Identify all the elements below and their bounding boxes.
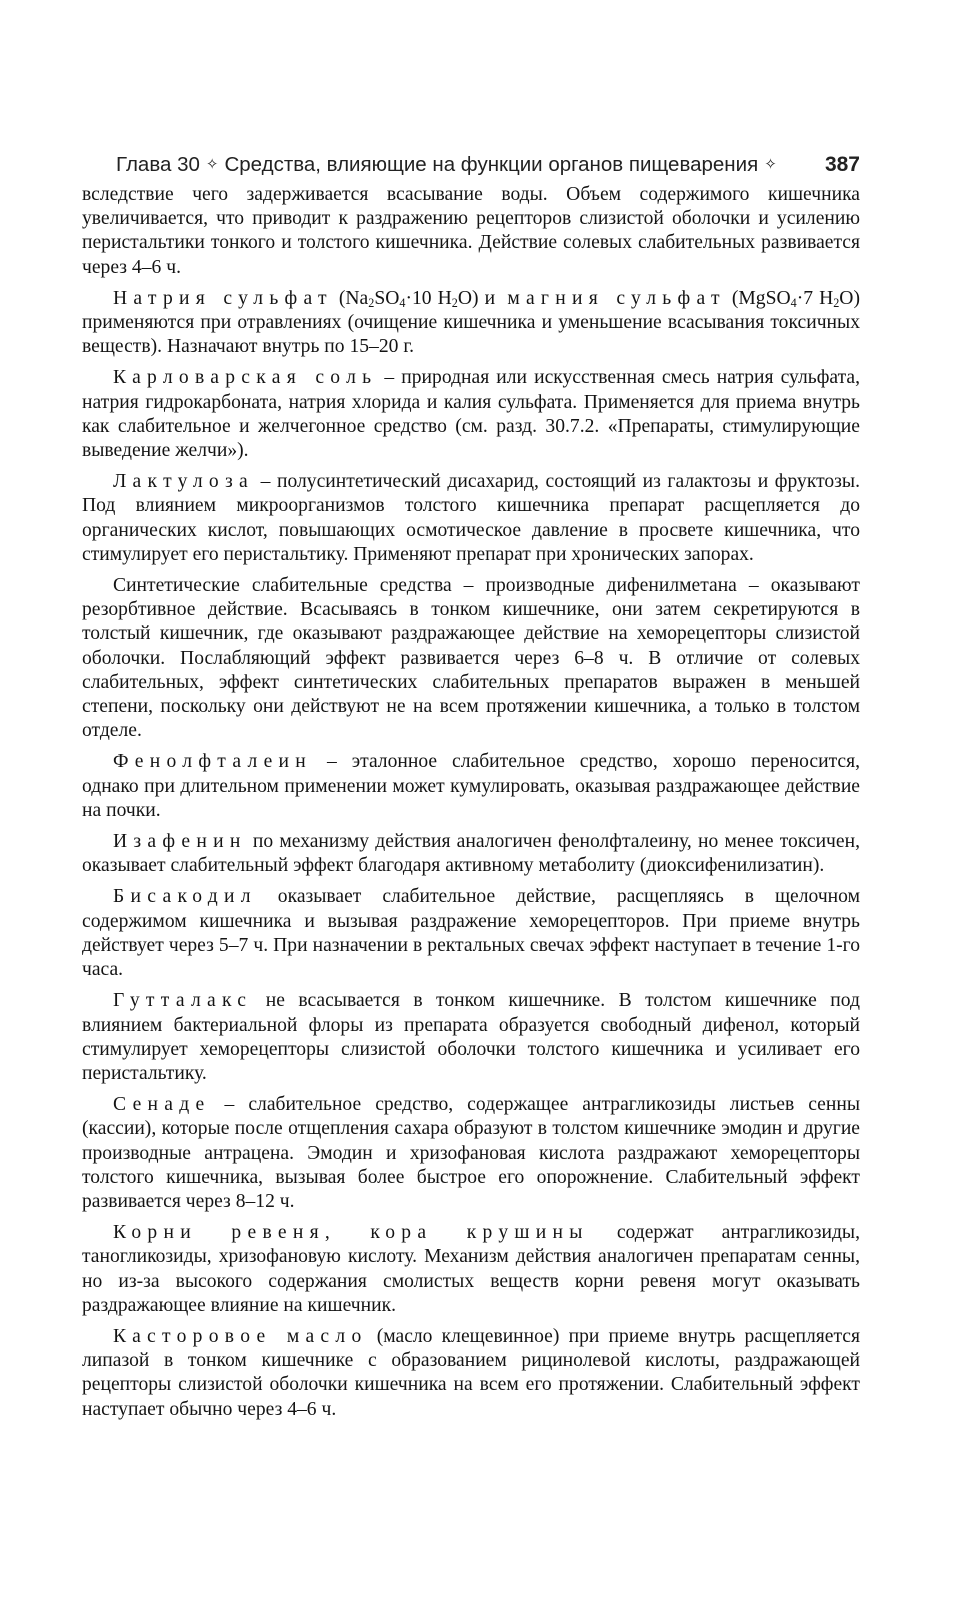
paragraph-synthetic-laxatives: Синтетические слабительные средства – производные дифенилметана – оказывают резорбтивное действие. Всасываясь в тонком кишечнике, они затем секретируются в толстый кишечник, где оказывают раздражающее действие на хеморецепторы слизистой оболочки. Послабляющий эффект развивается через 6–8 ч. В отличие от солевых слабительных, эффект синтетических слабительных препаратов выражен в меньшей степени, поскольку они действуют не на всем протяжении кишечника, а только в толстом отделе. [82,575,860,742]
book-page [82,150,860,1429]
paragraph-castor-oil [82,1325,860,1422]
paragraph-lactulose [82,470,860,567]
paragraph-phenolphthalein [82,750,860,823]
drug-term: Касторовое масло [113,1325,368,1347]
paragraph-text: – слабительное средство, содержащее антрагликозиды листьев сенны (кассии), которые после отщепления сахара образуют в толстом кишечнике эмодин и другие производные антрацена. Эмодин и хризофановая кислота раздражают хеморецепторы толстого кишечника, вызывая более быстрое его опорожнение. Слабительный эффект развивается через 8–12 ч. [82,1094,860,1212]
paragraph-text: – эталонное слабительное средство, хорошо переносится, однако при длительном применении может кумулировать, оказывая раздражающее действие на почки. [82,751,860,821]
chapter-title: Средства, влияющие на функции органов пищеварения [224,153,759,176]
diamond-separator-icon: ✧ [205,156,219,173]
paragraph-karlovy-vary-salt [82,366,860,463]
drug-term: Карловарская соль [113,367,378,389]
drug-term: Лактулоза [113,471,254,493]
paragraph-rhubarb-buckthorn [82,1221,860,1318]
paragraph-sodium-magnesium-sulfate [82,287,860,360]
drug-term: Корни ревеня, кора крушины [113,1222,589,1244]
chapter-label: Глава 30 [116,153,200,176]
chemical-formula: ($Na_2SO_4\cdot 10$ $H_2O$) [338,287,479,310]
drug-term: Натрия сульфат [113,287,333,309]
conjunction: и [484,287,502,309]
paragraph-text: не всасывается в тонком кишечнике. В толстом кишечнике под влиянием бактериальной флоры из препарата образуется свободный дифенол, который стимулирует хеморецепторы слизистой оболочки толстого кишечника и усиливает его перистальтику. [82,990,860,1084]
drug-term: Изафенин [113,831,247,853]
paragraph-senade [82,1093,860,1214]
paragraph-guttalax [82,989,860,1086]
paragraph-text: оказывает слабительное действие, расщепляясь в щелочном содержимом кишечника и вызывая раздражение хеморецепторов. При приеме внутрь действует через 5–7 ч. При назначении в ректальных свечах эффект наступает в течение 1-го часа. [82,886,860,981]
chemical-formula: (MgSO$_4$·7 $H_2O$) [731,287,860,310]
drug-term: Бисакодил [113,886,257,908]
paragraph-salt-laxatives-end: вследствие чего задерживается всасывание воды. Объем содержимого кишечника увеличивается, что приводит к раздражению рецепторов слизистой оболочки и усилению перистальтики тонкого и толстого кишечника. Действие солевых слабительных развивается через 4–6 ч. [82,184,860,278]
drug-term: Фенолфталеин [113,751,313,773]
paragraph-bisacodyl [82,885,860,982]
drug-term: магния сульфат [507,287,726,309]
body-text [82,183,860,1422]
paragraph-text: по механизму действия аналогичен фенолфталеину, но менее токсичен, оказывает слабительный эффект благодаря активному метаболиту (диоксифенилизатин). [82,831,860,877]
diamond-separator-icon: ✧ [764,156,777,173]
paragraph-text: – природная или искусственная смесь натрия сульфата, натрия гидрокарбоната, натрия хлорида и калия сульфата. Применяется для приема внутрь как слабительное и желчегонное средство (см. разд. 30.7.2. «Препараты, стимулирующие выведение желчи»). [82,367,860,462]
paragraph-text: применяются при отравлениях (очищение кишечника и уменьшение всасывания токсичных веществ). Назначают внутрь по 15–20 г. [82,312,860,358]
paragraph-text: – полусинтетический дисахарид, состоящий из галактозы и фруктозы. Под влиянием микроорганизмов толстого кишечника препарат расщепляется до органических кислот, повышающих осмотическое давление в просвете кишечника, что стимулирует его перистальтику. Применяют препарат при хронических запорах. [82,471,860,565]
drug-term: Сенаде [113,1094,211,1116]
drug-term: Гутталакс [113,990,253,1012]
running-head [82,150,860,180]
paragraph-text: (масло клещевинное) при приеме внутрь расщепляется липазой в тонком кишечнике с образованием рицинолевой кислоты, раздражающей рецепторы слизистой оболочки кишечника на всем его протяжении. Слабительный эффект наступает обычно через 4–6 ч. [82,1325,860,1420]
paragraph-isaphenin [82,830,860,878]
paragraph-text: содержат антрагликозиды, таногликозиды, хризофановую кислоту. Механизм действия аналогичен препаратам сенны, но из-за высокого содержания смолистых веществ корни ревеня могут оказывать раздражающее влияние на кишечник. [82,1222,860,1316]
page-number: 387 [824,153,860,176]
